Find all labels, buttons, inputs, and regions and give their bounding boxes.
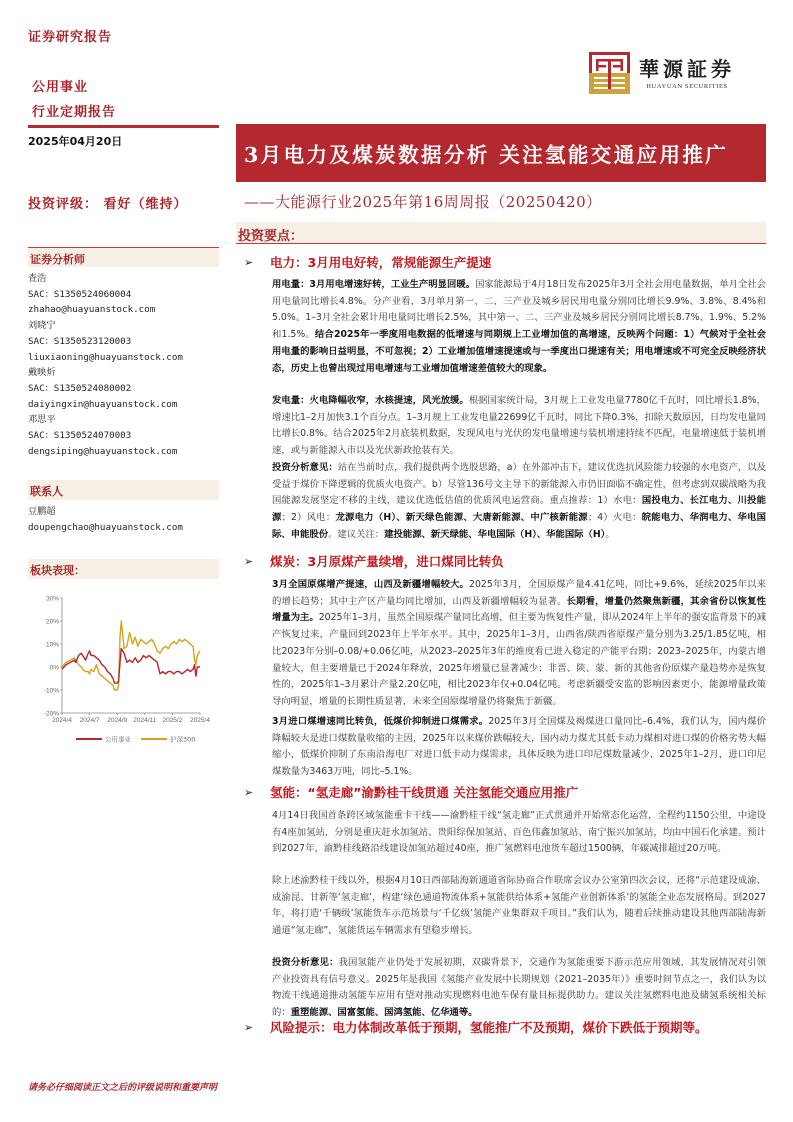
paragraph-power-generation: [272, 393, 766, 460]
para-lead: 投资分析意见：: [272, 462, 338, 473]
logo-chinese-name: 華源証券: [639, 56, 735, 81]
footer-disclaimer: 请务必仔细阅读正文之后的评级说明和重要声明: [28, 1083, 218, 1093]
analyst-sac: SAC：S1350524080002: [28, 382, 132, 394]
rating-label: 投资评级：: [28, 197, 99, 212]
para-segments: [272, 957, 766, 1018]
series-line-utilities: [62, 649, 200, 684]
bold-text-run: 长期看，增量仍然聚焦新疆，其余省份以恢复性增量为主。: [272, 595, 766, 624]
section-power-heading: [244, 253, 491, 271]
section-hydrogen-heading: [244, 783, 578, 801]
analyst-email[interactable]: zhahao@huayuanstock.com: [28, 304, 156, 316]
report-date: 2025年04月20日: [28, 135, 123, 148]
para-segments: [272, 810, 766, 854]
bullet-arrow-icon: ➢: [244, 554, 254, 568]
bold-text-run: 重塑能源、国富氢能、国鸿氢能、亿华通等。: [290, 1007, 478, 1019]
bold-text-run: 投资分析意见：: [272, 957, 339, 968]
x-tick-label: 2025/4: [190, 717, 210, 724]
logo-mark-icon: [588, 51, 631, 95]
para-segments: [272, 579, 766, 707]
report-type-label: 行业定期报告: [32, 105, 117, 120]
logo-english-name: HUAYUAN SECURITIES: [646, 82, 728, 90]
para-body: 站在当前时点，我们提供两个选股思路，a）在外部冲击下，建议优选抗风险能力较强的水电资产，以及受益于煤价下降逻辑的优质火电资产。b）尽管136号文主导下的新能源入市仍旧面临不确定性，但考虑到双碳战略为我国能源发展坚定不移的主线，建议优选低估值的优质风电运营商。重点推荐：1）水电：: [272, 462, 766, 507]
performance-chart-svg: [28, 590, 219, 755]
text-run: 我国氢能产业仍处于发展初期，双碳背景下，交通作为氢能重要下游示范应用领域，其发展情况对引领产业投资具有信号意义。2025年是我国《氢能产业发展中长期规划（2021–2035年）》重要时间节点之一，我们认为以物流干线通道推动氢能车应用有望对推动实现燃料电池车保有量目标提供助力。建议关注氢燃料电池及储氢系统相关标的：: [272, 957, 766, 1019]
bullet-arrow-icon: ➢: [244, 1020, 254, 1034]
para-body: 国家能源局于4月18日发布2025年3月全社会用电量数据，单月全社会用电量同比增长4.8%。分产业看，3月单月第一、二、三产业及城乡居民用电量分别同比增长9.9%、3.8%、8.4%和5.0%。1–3月全社会累计用电量同比增长2.5%，其中第一、二、三产业及城乡居民分别同比增长8.7%、1.9%、5.2%和1.5%。: [272, 279, 766, 341]
header-divider: [28, 125, 219, 128]
text-run: 。: [605, 528, 615, 540]
report-title-bar: [236, 124, 766, 182]
analyst-sac: SAC：S1350523120003: [28, 335, 132, 347]
paragraph-hydrogen-investment-view: [272, 955, 766, 1022]
text-run: 2025年3月，全国原煤产量4.41亿吨，同比+9.6%，延续2025年以来的增长趋势；其中主产区产量均同比增加，山西及新疆增幅较为显著。: [272, 579, 766, 607]
paragraph-hydrogen-corridor: [272, 808, 766, 858]
analysts-heading: 证券分析师: [28, 247, 219, 267]
paragraph-hydrogen-western-corridor: [272, 873, 766, 940]
y-tick-label: 0%: [49, 664, 59, 672]
x-tick-label: 2024/11: [133, 717, 157, 724]
analysts-list: [28, 271, 183, 459]
x-tick-label: 2025/2: [162, 717, 183, 724]
y-tick-label: 20%: [45, 618, 59, 626]
bold-text-run: 皖能电力、华润电力、华电国际、申能股份: [272, 512, 766, 540]
analyst-sac: SAC：S1350524070003: [28, 430, 132, 442]
bullet-arrow-icon: ➢: [244, 785, 254, 799]
sector-label: 公用事业: [32, 80, 89, 95]
para-body: 根据国家统计局，3月规上工业发电量7780亿千瓦时，同比增长1.8%，增速比1–2月加快3.1个百分点。1–3月规上工业发电量22699亿千瓦时，同比下降0.3%，扣除天数原因，日均发电量同比增长0.8%。结合2025年2月底装机数据，发现风电与光伏的发电量增速与装机增速持续不匹配，电量增速低于装机增速，或与新能源入市以及光伏新政抢装有关。: [272, 395, 766, 457]
para-lead: 用电量：3月用电增速好转，工业生产明显回暖。: [272, 279, 476, 290]
text-run: ；2）风电：: [281, 512, 336, 524]
y-tick-label: -10%: [43, 687, 59, 695]
para-tail: 结合2025年一季度用电数据的低增速与同期规上工业增加值的高增速，反映两个问题：1）气候对于全社会用电量的影响日益明显，不可忽视；2）工业增加值增速提速或与一季度出口提速有关；用电增速或不可完全反映经济状态，历史上也曾出现过用电增速与工业增加值增速差值较大的现象。: [272, 329, 766, 374]
x-tick-label: 2024/9: [107, 717, 128, 724]
analyst-email[interactable]: daiyingxin@huayuanstock.com: [28, 398, 178, 410]
report-title: 3月电力及煤炭数据分析 关注氢能交通应用推广: [244, 143, 729, 167]
analyst-name: 刘晓宁: [28, 320, 56, 332]
bold-text-run: 建投能源、新天绿能、华电国际（H）、华能国际（H）: [384, 528, 606, 540]
section-coal-heading: [244, 552, 504, 570]
bold-text-run: 3月全国原煤增产提速，山西及新疆增幅较大。: [272, 579, 470, 590]
analyst-name: 邓思平: [28, 414, 56, 426]
para-segments: [272, 716, 766, 777]
contact-heading: 联系人: [28, 480, 219, 500]
bullet-arrow-icon: ➢: [244, 255, 254, 269]
section-heading-text: 氢能：“氢走廊”渝黔桂干线贯通 关注氢能交通应用推广: [270, 785, 579, 800]
para-lead: 发电量：火电降幅收窄，水核提速，风光放缓。: [272, 395, 469, 406]
analyst-sac: SAC：S1350524060004: [28, 288, 132, 300]
y-tick-label: -20%: [43, 710, 59, 718]
performance-heading: 板块表现：: [28, 559, 219, 579]
legend-label: 公用事业: [105, 735, 131, 744]
legend-label: 沪深300: [170, 735, 196, 744]
analyst-name: 戴映炘: [28, 367, 56, 379]
contact-email[interactable]: doupengchao@huayuanstock.com: [28, 521, 183, 533]
analyst-email[interactable]: liuxiaoning@huayuanstock.com: [28, 351, 183, 363]
report-category-label: 证券研究报告: [28, 30, 113, 45]
risk-warning-text: 风险提示：电力体制改革低于预期，氢能推广不及预期，煤价下跌低于预期等。: [270, 1020, 708, 1035]
text-run: 除上述渝黔桂干线以外，根据4月10日西部陆海新通道省际协商合作联席会议办公室第四次会议，还将“示范建设成渝、成渝昆、甘新等‘氢走廊’，构建‘绿色通道物流体系+氢能供给体系+氢能产业创新体系’的氢能全业态发展格局。到2027年，将打造‘千辆级’氢能货车示范场景与‘千亿级’氢能产业集群双千项目。”我们认为，随着后续推动建设其他西部陆海新通道“氢走廊”，氢能货运车辆需求有望稳步增长。: [272, 875, 766, 937]
analyst-name: 查浩: [28, 273, 47, 284]
text-run: 2025年1–3月，虽然全国原煤产量同比高增，但主要为恢复性产量，即从2024年上半年的强安监背景下的减产恢复过来，产量回到2023年上半年水平。其中，2025年1–3月，山西省/陕西省原煤产量分别为3.25/1.85亿吨，相比2023年分别–0.08/+0.06亿吨，从2023–2025年3年的维度看已进入稳定的产能平台期；2023–2025年，内蒙古增量较大，但主要增量已于2024年释放，2025年增量已显著减少；非晋、陕、蒙、新的其他省份原煤产量趋势亦是恢复性的，2025年1–3月累计产量2.20亿吨，相比2023年仅+0.04亿吨。考虑新疆受安监的影响因素更小，能源增量政策导向明显，增量的长期性质显著，未来全国原煤增量仍将聚焦于新疆。: [272, 612, 766, 707]
key-points-heading: 投资要点：: [236, 222, 766, 244]
text-run: 。建议关注：: [328, 528, 385, 540]
text-run: 2025年3月全国煤及褐煤进口量同比–6.4%，我们认为，国内煤价降幅较大是进口煤数量收缩的主因，2025年以来煤价跌幅较大，国内动力煤尤其低卡动力煤相对进口煤的价格劣势大幅缩小，低煤价抑制了东南沿海电厂对进口低卡动力煤需求，具体反映为进口印尼煤数量减少，2025年1–2月，进口印尼煤数量为3463万吨，同比–5.1%。: [272, 716, 766, 778]
sector-performance-chart: [28, 590, 219, 755]
risk-warning: [244, 1018, 708, 1036]
company-logo: [588, 51, 735, 95]
para-segments: [272, 875, 766, 936]
text-run: ；4）火电：: [587, 512, 642, 524]
section-heading-text: 电力：3月用电好转，常规能源生产提速: [270, 255, 492, 270]
analyst-email[interactable]: dengsiping@huayuanstock.com: [28, 445, 178, 457]
paragraph-power-investment-view: [272, 460, 766, 544]
paragraph-coal-production: [272, 577, 766, 711]
paragraph-electricity-consumption: [272, 277, 766, 377]
investment-rating: [28, 193, 188, 212]
report-subtitle: ——大能源行业2025年第16周周报（20250420）: [244, 193, 602, 211]
text-run: 4月14日我国首条跨区域氢能重卡干线——渝黔桂干线“氢走廊”正式贯通并开始常态化运营，全程约1150公里，中途设有4座加氢站，分别是重庆赶水加氢站、贵阳综保加氢站、百色伟鑫加氢站、南宁振兴加氢站，均由中国石化承建。预计到2027年，渝黔桂线路沿线建设加氢站超过40座，推广氢燃料电池货车超过1500辆，年碳减排超过20万吨。: [272, 810, 766, 855]
bold-text-run: 3月进口煤增速同比转负，低煤价抑制进口煤需求。: [272, 716, 489, 727]
bold-text-run: 龙源电力（H）、新天绿色能源、大唐新能源、中广核新能源: [335, 512, 588, 524]
section-heading-text: 煤炭：3月原煤产量续增，进口煤同比转负: [270, 554, 504, 569]
y-tick-label: 30%: [45, 595, 59, 603]
contact-info: [28, 504, 183, 535]
rating-value: 看好（维持）: [103, 197, 188, 212]
contact-name: 豆鹏超: [28, 506, 56, 517]
y-tick-label: 10%: [45, 641, 59, 649]
paragraph-coal-imports: [272, 714, 766, 781]
x-tick-label: 2024/7: [79, 717, 100, 724]
bold-text-run: 国投电力、长江电力、川投能源: [272, 495, 766, 524]
x-tick-label: 2024/4: [52, 717, 72, 724]
